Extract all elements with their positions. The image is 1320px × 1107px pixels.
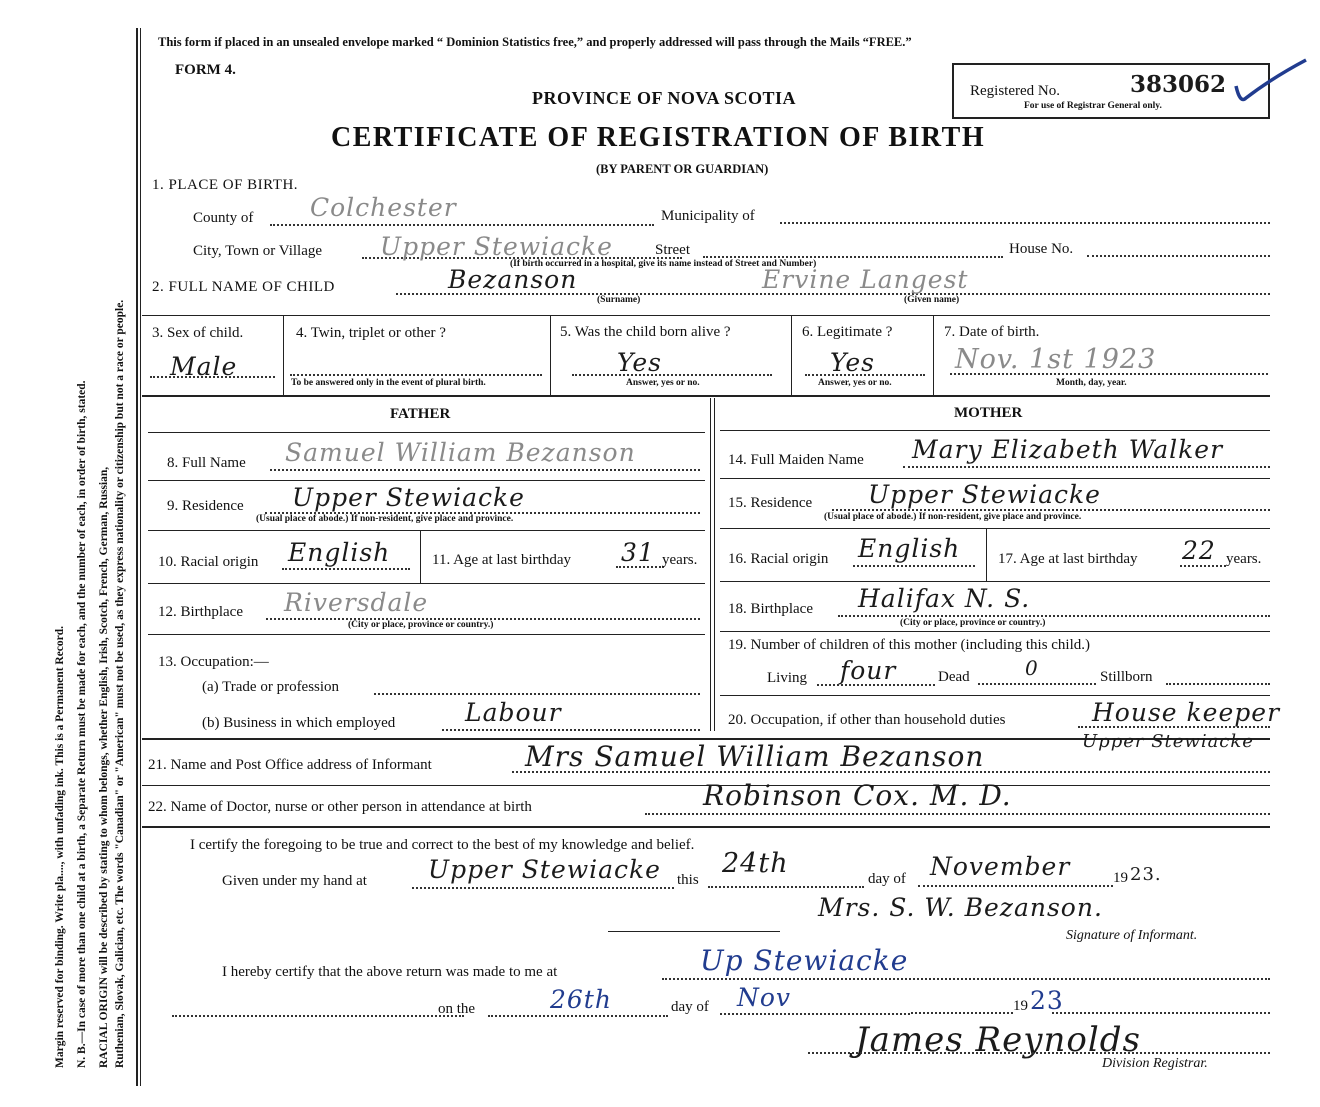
registrar-day: 26th [550,985,612,1014]
column-divider [710,398,711,731]
county-value: Colchester [310,193,457,222]
dob-value: Nov. 1st 1923 [955,344,1157,375]
registered-number-box [952,63,1270,119]
municipality-label: Municipality of [661,208,755,224]
informant-address: Upper Stewiacke [1082,731,1254,752]
child-surname: Bezanson [448,265,578,294]
margin-note-racial-origin: RACIAL ORIGIN will be described by stating to whom belongs, whether English, Irish, Scotch, French, German, Russian, [98,466,110,1068]
certification-day: 24th [722,848,789,879]
certification-year: 23. [1130,864,1162,885]
father-residence-label: 9. Residence [167,498,244,514]
registrar-year-prefix: 19 [1013,998,1028,1014]
informant-value: Mrs Samuel William Bezanson [525,740,985,773]
alive-label: 5. Was the child born alive ? [560,324,731,340]
father-heading: FATHER [390,406,451,422]
margin-rule-inner [140,28,141,1086]
mother-name-value: Mary Elizabeth Walker [912,435,1224,464]
dead-label: Dead [938,669,970,685]
registrar-month: Nov [737,983,792,1012]
father-racial-value: English [288,538,391,567]
father-age-label: 11. Age at last birthday [432,552,571,568]
this-label: this [677,872,699,888]
mother-racial-value: English [858,534,961,563]
twin-note: To be answered only in the event of plural birth. [291,378,486,388]
city-label: City, Town or Village [193,243,323,259]
doctor-label: 22. Name of Doctor, nurse or other person in attendance at birth [148,799,532,815]
margin-note-binding: Margin reserved for binding. Write pla...., with unfading ink. This is a Permanent Record. [54,625,66,1068]
living-value: four [840,656,897,685]
mother-years: years. [1226,551,1262,567]
mother-birthplace-label: 18. Birthplace [728,601,813,617]
alive-value: Yes [617,348,662,377]
given-under-label: Given under my hand at [222,873,367,889]
informant-signature-caption: Signature of Informant. [1066,928,1198,943]
father-residence-note: (Usual place of abode.) If non-resident, give place and province. [256,514,514,524]
mother-birthplace-value: Halifax N. S. [858,584,1031,613]
certification-month: November [930,852,1071,881]
registrar-place: Up Stewiacke [700,944,909,977]
house-number-label: House No. [1009,241,1074,257]
sex-value: Male [170,352,238,381]
province-heading: PROVINCE OF NOVA SCOTIA [532,88,797,108]
dob-note: Month, day, year. [1056,378,1127,388]
certify-text: I certify the foregoing to be true and correct to the best of my knowledge and belief. [190,837,695,853]
margin-note-multiple-births: N. B.—In case of more than one child at a birth, a Separate Return must be made for each, and the number of each, in order of birth, stated. [76,380,88,1068]
registered-value: 383062 [1130,71,1227,98]
father-occupation-label: 13. Occupation:— [158,654,269,670]
given-name-caption: (Given name) [904,295,960,305]
hospital-note: (If birth occurred in a hospital, give its name instead of Street and Number) [510,259,817,269]
informant-signature: Mrs. S. W. Bezanson. [818,893,1103,922]
margin-note-racial-origin-2: Ruthenian, Slovak, Galician, etc. The words "Canadian" or "American" must not be used, as they express nationality or citizenship but not a race or people. [114,299,126,1068]
registrar-note: For use of Registrar General only. [1024,101,1162,111]
father-birthplace-label: 12. Birthplace [158,604,243,620]
father-name-label: 8. Full Name [167,455,246,471]
stillborn-label: Stillborn [1100,669,1153,685]
city-value: Upper Stewiacke [380,232,613,261]
mother-heading: MOTHER [954,405,1023,421]
registered-label: Registered No. [970,83,1060,99]
mother-age-label: 17. Age at last birthday [998,551,1138,567]
father-trade-label: (a) Trade or profession [202,679,340,695]
twin-label: 4. Twin, triplet or other ? [296,325,446,341]
mother-name-label: 14. Full Maiden Name [728,452,864,468]
certification-year-prefix: 19 [1113,870,1128,886]
living-label: Living [767,670,807,686]
father-business-value: Labour [465,698,562,727]
county-label: County of [193,210,254,226]
dead-value: 0 [1025,656,1039,680]
mother-children-label: 19. Number of children of this mother (including this child.) [728,637,1091,653]
mother-racial-label: 16. Racial origin [728,551,829,567]
child-given-name: Ervine Langest [762,265,969,294]
row-3-top-rule [142,315,1270,316]
registrar-day-of-label: day of [671,999,709,1015]
certificate-subtitle: (BY PARENT OR GUARDIAN) [596,162,769,176]
mother-residence-label: 15. Residence [728,495,813,511]
given-place-value: Upper Stewiacke [428,855,661,884]
legitimate-value: Yes [830,348,875,377]
father-business-label: (b) Business in which employed [202,715,396,731]
legitimate-label: 6. Legitimate ? [802,324,893,340]
dob-label: 7. Date of birth. [944,324,1040,340]
alive-answer-note: Answer, yes or no. [626,378,700,388]
father-birthplace-value: Riversdale [284,588,429,617]
child-name-label: 2. FULL NAME OF CHILD [152,279,335,295]
legitimate-answer-note: Answer, yes or no. [818,378,892,388]
registrar-signature: James Reynolds [855,1020,1141,1060]
sex-label: 3. Sex of child. [152,325,244,341]
mother-residence-value: Upper Stewiacke [868,480,1101,509]
on-the-label: on the [438,1001,476,1017]
checkmark-icon [1232,58,1312,108]
mother-birthplace-note: (City or place, province or country.) [900,618,1046,628]
mother-occupation-label: 20. Occupation, if other than household duties [728,712,1006,728]
father-racial-label: 10. Racial origin [158,554,259,570]
father-age-value: 31 [621,538,655,567]
father-name-value: Samuel William Bezanson [285,438,636,467]
surname-caption: (Surname) [597,295,641,305]
certificate-title: CERTIFICATE OF REGISTRATION OF BIRTH [331,122,986,153]
mother-age-value: 22 [1182,536,1216,565]
day-of-label: day of [868,871,906,887]
form-number: FORM 4. [175,62,236,78]
father-residence-value: Upper Stewiacke [292,483,525,512]
registrar-certify-text: I hereby certify that the above return was made to me at [222,964,558,980]
father-years: years. [662,552,698,568]
street-label: Street [655,242,690,258]
registrar-caption: Division Registrar. [1102,1056,1208,1071]
margin-rule [136,28,138,1086]
father-birthplace-note: (City or place, province or country.) [348,620,494,630]
informant-label: 21. Name and Post Office address of Informant [148,757,432,773]
place-of-birth-label: 1. PLACE OF BIRTH. [152,177,299,193]
doctor-value: Robinson Cox. M. D. [703,779,1012,812]
mother-residence-note: (Usual place of abode.) If non-resident, give place and province. [824,512,1082,522]
mail-notice: This form if placed in an unsealed envelope marked “ Dominion Statistics free,” and properly addressed will pass through the Mails “FREE.” [158,35,912,49]
registrar-year: 23 [1030,986,1064,1015]
mother-occupation-value: House keeper [1092,698,1281,727]
